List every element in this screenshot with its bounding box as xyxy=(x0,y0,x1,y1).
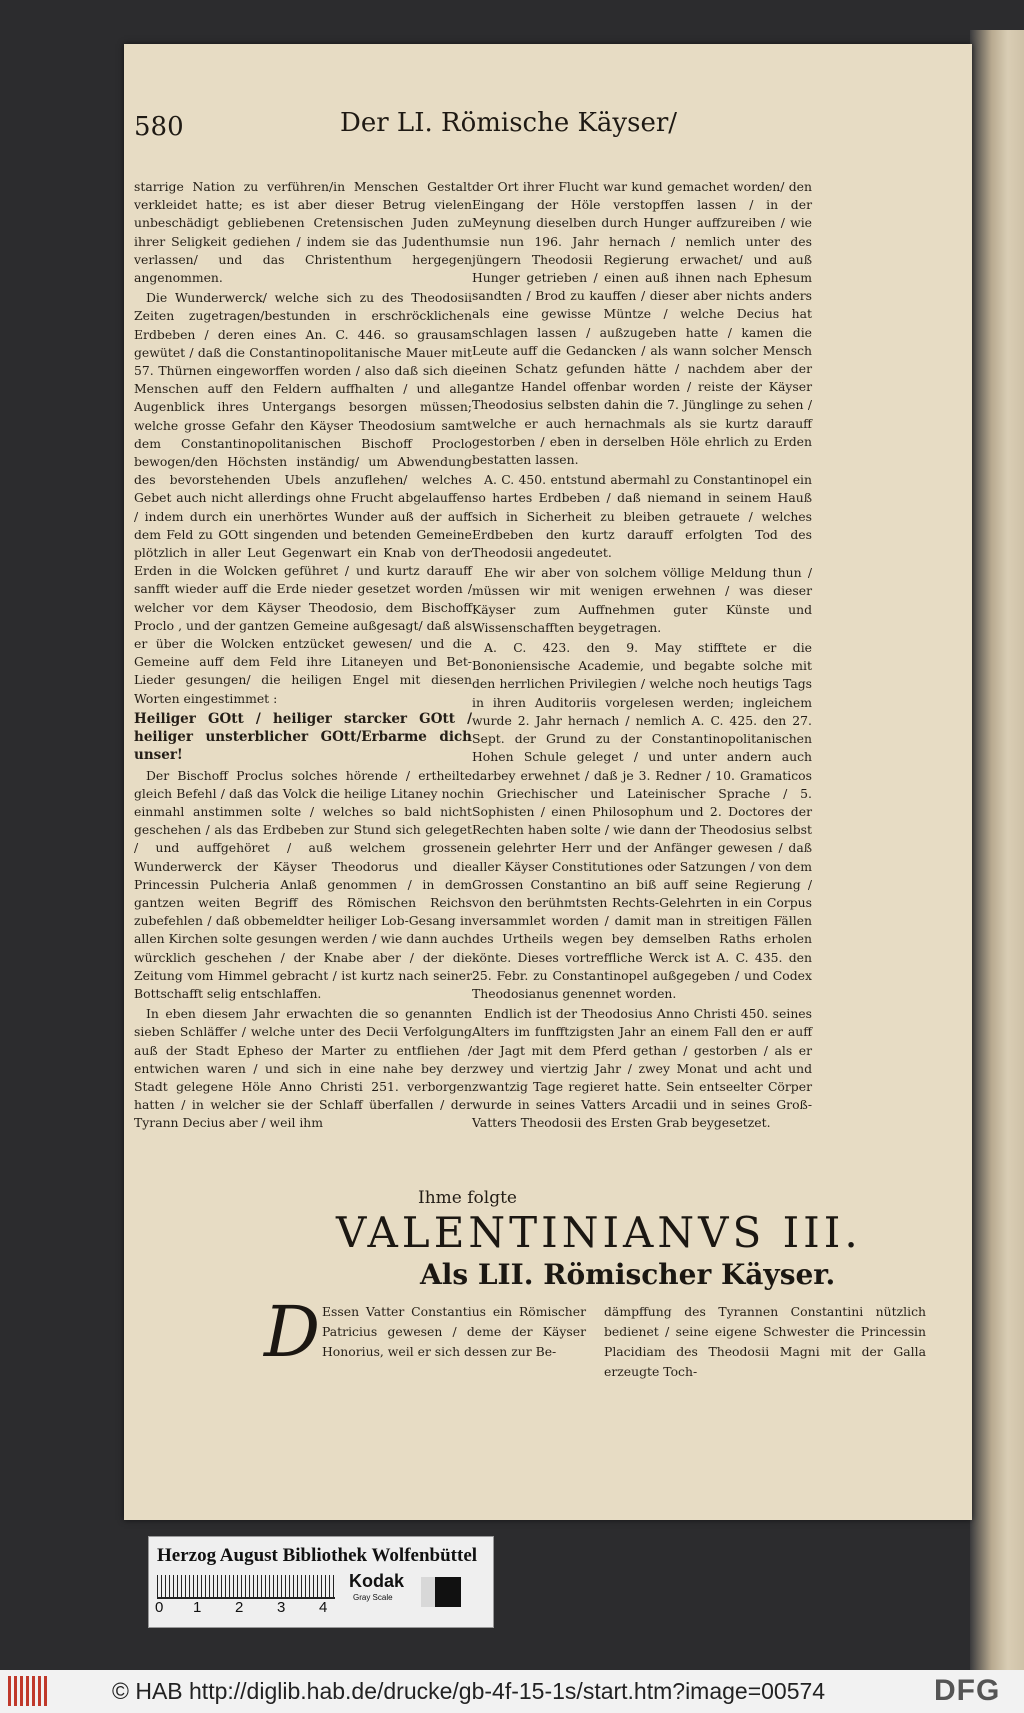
emperor-subtitle: Als LII. Römischer Käyser. xyxy=(420,1258,836,1291)
scale-number: 2 xyxy=(235,1599,244,1616)
drop-capital: D xyxy=(264,1291,321,1373)
paragraph: A. C. 450. entstund abermahl zu Constantinopel ein so hartes Erdbeben / daß niemand in seinem Hauß sich in Sicherheit zu bleiben getrauete / welches Erdbeben den kurtz darauff erfolgten Tod des Theodosii angedeutet. xyxy=(472,472,812,561)
scale-number: 0 xyxy=(155,1599,164,1616)
paragraph: A. C. 423. den 9. May stifftete er die Bononiensische Academie, und begabte solche mit den herrlichen Privilegien / welche noch heutigs Tags in ihren Auditoriis vorgelesen werden; ingleichem wurde 2. Jahr hernach / nemlich A. C. 425. den 27. Sept. der Grund zu der Constantinopolitanischen Hohen Schule geleget / und unter andern auch darbey erwehnet / daß je 3. Redner / 10. Gramaticos in Griechischer und Lateinischer Sprache / 5. Sophisten / einen Philosophum und 2. Doctores der Rechten haben solte / wie dann der Theodosius selbst ein gelehrter Herr und der Anfänger gewesen / daß aller Käyser Constitutiones oder Satzungen / von dem Grossen Constantino an biß auff seine Regierung / von den berühmtsten Rechts-Gelehrten in ein Corpus versammlet worden / damit man in streitigen Fällen des Urtheils wegen bey demselben Raths erholen könte. Dieses vortreffliche Werck ist A. C. 435. den 25. Febr. zu Constantinopel außgegeben / und Codex Theodosianus genennet worden. xyxy=(472,640,812,1001)
hymn-quote: Heiliger GOtt / heiliger starcker GOtt / heiliger unsterblicher GOtt/Erbarme dich unser! xyxy=(134,710,472,764)
hab-logo-icon xyxy=(8,1676,48,1706)
gray-scale-label: Gray Scale xyxy=(353,1593,393,1602)
scale-ruler xyxy=(157,1575,335,1599)
footer-url[interactable]: © HAB http://diglib.hab.de/drucke/gb-4f-15-1s/start.htm?image=00574 xyxy=(112,1678,826,1704)
scale-number: 1 xyxy=(193,1599,202,1616)
paragraph: der Ort ihrer Flucht war kund gemachet worden/ den Eingang der Höle verstopffen lassen / in der Meynung dieselben durch Hunger auffzureiben / wie sie nun 196. Jahr hernach / nemlich unter des jüngern Theodosii Regierung erwachet/ und auß Hunger getrieben / einen auß ihnen nach Ephesum sandten / Brod zu kauffen / dieser aber nichts anders als eine gewisse Müntze / welche Decius hat schlagen lassen / außzugeben hatte / kamen die Leute auff die Gedancken / als wann solcher Mensch einen Schatz gefunden hätte / nachdem aber der gantze Handel offenbar worden / reiste der Käyser Theodosius selbsten dahin die 7. Jünglinge zu sehen / welche er auch hernachmals als sie kurtz darauff gestorben / eben in derselben Höle ehrlich zu Erden bestatten lassen. xyxy=(472,179,812,468)
footer-bar xyxy=(0,1670,1024,1713)
kodak-logo: Kodak xyxy=(349,1571,405,1591)
page-header xyxy=(134,108,734,144)
section-left-text: Essen Vatter Constantius ein Römischer Patricius gewesen / deme der Käyser Honorius, weil er sich dessen zur Be- xyxy=(322,1304,586,1359)
gray-scale-patch xyxy=(421,1577,461,1607)
scale-number: 4 xyxy=(319,1599,328,1616)
paragraph: In eben diesem Jahr erwachten die so genannten sieben Schläffer / welche unter des Decii Verfolgung auß der Stadt Epheso der Marter zu entfliehen / entwichen waren / und sich in eine nahe bey der Stadt gelegene Höle Anno Christi 251. verborgen hatten / in welcher sie der Schlaff überfallen / der Tyrann Decius aber / weil ihm xyxy=(134,1006,472,1131)
paragraph: Die Wunderwerck/ welche sich zu des Theodosii Zeiten zugetragen/bestunden in erschröcklichen Erdbeben / deren eines An. C. 446. so grausam gewütet / daß die Constantinopolitanische Mauer mit 57. Thürnen eingeworffen worden / also daß sich die Menschen auff den Feldern auffhalten / und alle Augenblick ihres Untergangs besorgen müssen; welche grosse Gefahr den Käyser Theodosium samt dem Constantinopolitanischen Bischoff Proclo bewogen/den Höchsten inständig/ um Abwendung des bevorstehenden Ubels anzuflehen/ welches Gebet auch nicht allerdings ohne Frucht abgelauffen / indem durch ein unerhörtes Wunder auß der auff dem Feld zu GOtt singenden und betenden Gemeine plötzlich in aller Leut Gegenwart ein Knab von der Erden in die Wolcken geführet / und kurtz darauff sanfft wieder auff die Erde nieder gesetzet worden / welcher vor dem Käyser Theodosio, dem Bischoff Proclo , und der gantzen Gemeine außgesagt/ daß als er über die Wolcken entzücket gewesen/ und die Gemeine auff dem Feld ihre Litaneyen und Bet-Lieder gesungen/ die heiligen Engel mit diesen Worten eingestimmet : xyxy=(134,290,472,706)
scale-number: 3 xyxy=(277,1599,286,1616)
library-name: Herzog August Bibliothek Wolfenbüttel xyxy=(157,1545,478,1566)
running-title: Der LI. Römische Käyser/ xyxy=(340,108,678,138)
library-color-card xyxy=(148,1536,494,1628)
page-number: 580 xyxy=(134,112,184,142)
paragraph: Der Bischoff Proclus solches hörende / ertheilte gleich Befehl / daß das Volck die heilige Litaney noch einmahl anstimmen solte / welches so bald nicht geschehen / als das Erdbeben zur Stund sich geleget / und auffgehöret / auß welchem grossen Wunderwerck der Käyser Theodorus und die Princessin Pulcheria Anlaß genommen / in dem gantzen weiten Begriff des Römischen Reichs zubefehlen / daß obbemeldter heiliger Lob-Gesang in allen Kirchen solte gesungen werden / wie dann auch würcklich geschehen / der Knabe aber / der die Zeitung vom Himmel gebracht / ist kurtz nach seiner Bottschafft selig entschlaffen. xyxy=(134,767,472,1001)
dfg-logo: DFG xyxy=(934,1674,1001,1707)
left-column xyxy=(134,178,472,1135)
section-right-text: dämpffung des Tyrannen Constantini nützlich bedienet / seine eigene Schwester die Princessin Placidiam des Theodosii Magni mit der Galla erzeugte Toch- xyxy=(604,1304,926,1379)
paragraph: starrige Nation zu verführen/in Menschen Gestalt verkleidet hatte; es ist aber dieser Betrug vielen unbeschädigt gebliebenen Cretensischen Juden zu ihrer Seligkeit gediehen / indem sie das Judenthum verlassen/ und das Christenthum hergegen angenommen. xyxy=(134,179,472,286)
paragraph: Endlich ist der Theodosius Anno Christi 450. seines Alters im funfftzigsten Jahr an einem Fall den er auff der Jagt mit dem Pferd gethan / gestorben / als er zwey und viertzig Jahr / zwey Monat und acht und zwantzig Tage regieret hatte. Sein entseelter Cörper wurde in seines Vatters Arcadii und in seines Groß-Vatters Theodosii des Ersten Grab beygesetzet. xyxy=(472,1006,812,1131)
followed-heading: Ihme folgte xyxy=(418,1188,517,1208)
emperor-name-heading: VALENTINIANVS III. xyxy=(336,1208,862,1257)
paragraph: Ehe wir aber von solchem völlige Meldung thun / müssen wir mit wenigen erwehnen / was dieser Käyser zum Auffnehmen guter Künste und Wissenschafften beygetragen. xyxy=(472,565,812,635)
right-column xyxy=(472,178,812,1135)
adjacent-page-edge xyxy=(970,30,1024,1680)
